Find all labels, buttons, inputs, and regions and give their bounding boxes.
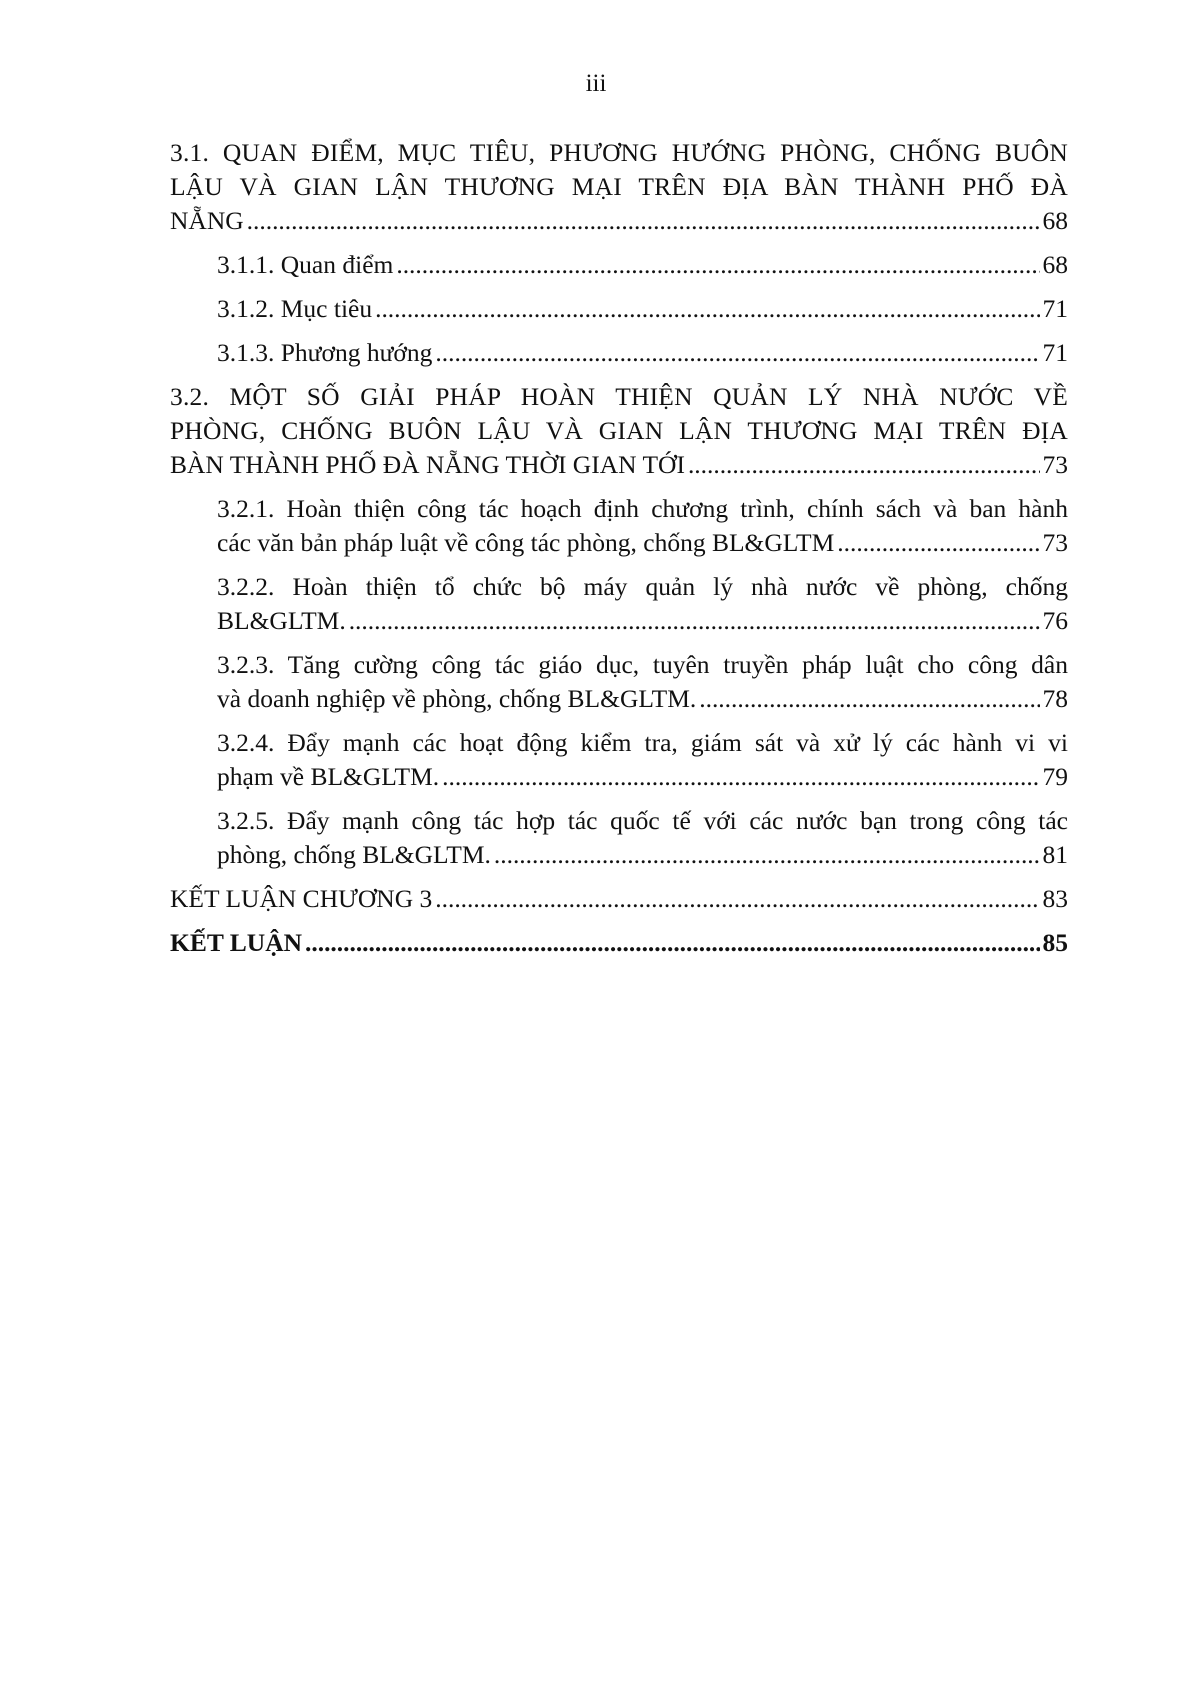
toc-entry-3-1[interactable] xyxy=(170,136,1068,238)
dot-leader xyxy=(305,926,1039,960)
toc-entry-line: 3.2.5. Đẩy mạnh công tác hợp tác quốc tế với các nước bạn trong công tác xyxy=(217,806,1068,835)
toc-entry-title: KẾT LUẬN CHƯƠNG 3 xyxy=(170,884,433,913)
toc-entry-title: phạm về BL&GLTM. xyxy=(217,762,440,791)
toc-entry-title: phòng, chống BL&GLTM. xyxy=(217,840,491,869)
toc-entry-title: BL&GLTM. xyxy=(217,606,346,635)
toc-entry-3-2-5[interactable] xyxy=(217,804,1068,872)
toc-entry-3-2-3[interactable] xyxy=(217,648,1068,716)
dot-leader xyxy=(396,248,1039,282)
dot-leader xyxy=(435,882,1039,916)
toc-page-number: 79 xyxy=(1042,762,1068,791)
toc-entry-line: 3.2.3. Tăng cường công tác giáo dục, tuyên truyền pháp luật cho công dân xyxy=(217,650,1068,679)
toc-page-number: 73 xyxy=(1042,528,1068,557)
toc-entry-3-2-4[interactable] xyxy=(217,726,1068,794)
toc-page-number: 68 xyxy=(1042,250,1068,279)
toc-page-number: 81 xyxy=(1042,840,1068,869)
toc-entry-title: 3.1.1. Quan điểm xyxy=(217,250,394,279)
dot-leader xyxy=(494,838,1040,872)
toc-entry-title: BÀN THÀNH PHỐ ĐÀ NẴNG THỜI GIAN TỚI xyxy=(170,450,685,479)
toc-entry-line: 3.2.4. Đẩy mạnh các hoạt động kiểm tra, giám sát và xử lý các hành vi vi xyxy=(217,728,1068,757)
dot-leader xyxy=(837,526,1039,560)
toc-entry-line: 3.2. MỘT SỐ GIẢI PHÁP HOÀN THIỆN QUẢN LÝ NHÀ NƯỚC VỀ xyxy=(170,382,1068,411)
toc-entry-3-2-1[interactable] xyxy=(217,492,1068,560)
toc-entry-3-2-2[interactable] xyxy=(217,570,1068,638)
toc-entry-3-2[interactable] xyxy=(170,380,1068,482)
toc-entry-line: 3.1. QUAN ĐIỂM, MỤC TIÊU, PHƯƠNG HƯỚNG PHÒNG, CHỐNG BUÔN xyxy=(170,138,1068,167)
table-of-contents xyxy=(170,136,1068,960)
toc-page-number: 71 xyxy=(1042,338,1068,367)
toc-entry-chapter-3-conclusion[interactable] xyxy=(170,882,1068,916)
dot-leader xyxy=(699,682,1039,716)
toc-page-number: 68 xyxy=(1042,206,1068,235)
toc-entry-3-1-1[interactable] xyxy=(217,248,1068,282)
toc-entry-line: PHÒNG, CHỐNG BUÔN LẬU VÀ GIAN LẬN THƯƠNG MẠI TRÊN ĐỊA xyxy=(170,416,1068,445)
toc-entry-3-1-3[interactable] xyxy=(217,336,1068,370)
dot-leader xyxy=(435,336,1039,370)
dot-leader xyxy=(247,204,1040,238)
toc-entry-title: 3.1.3. Phương hướng xyxy=(217,338,433,367)
dot-leader xyxy=(375,292,1039,326)
toc-entry-3-1-2[interactable] xyxy=(217,292,1068,326)
toc-entry-title: 3.1.2. Mục tiêu xyxy=(217,294,373,323)
toc-entry-title: KẾT LUẬN xyxy=(170,928,303,957)
toc-page-number: 78 xyxy=(1042,684,1068,713)
toc-entry-line: 3.2.1. Hoàn thiện công tác hoạch định chương trình, chính sách và ban hành xyxy=(217,494,1068,523)
toc-entry-title: và doanh nghiệp về phòng, chống BL&GLTM. xyxy=(217,684,697,713)
toc-entry-title: các văn bản pháp luật về công tác phòng, chống BL&GLTM xyxy=(217,528,835,557)
dot-leader xyxy=(442,760,1039,794)
page-number: iii xyxy=(585,70,607,97)
toc-page-number: 85 xyxy=(1042,928,1068,957)
toc-entry-line: LẬU VÀ GIAN LẬN THƯƠNG MẠI TRÊN ĐỊA BÀN THÀNH PHỐ ĐÀ xyxy=(170,172,1068,201)
toc-page-number: 73 xyxy=(1042,450,1068,479)
toc-page-number: 83 xyxy=(1042,884,1068,913)
toc-entry-conclusion[interactable] xyxy=(170,926,1068,960)
toc-entry-line: 3.2.2. Hoàn thiện tổ chức bộ máy quản lý nhà nước về phòng, chống xyxy=(217,572,1068,601)
dot-leader xyxy=(349,604,1040,638)
toc-page-number: 71 xyxy=(1042,294,1068,323)
toc-page-number: 76 xyxy=(1042,606,1068,635)
dot-leader xyxy=(688,448,1040,482)
toc-entry-title: NẴNG xyxy=(170,206,244,235)
